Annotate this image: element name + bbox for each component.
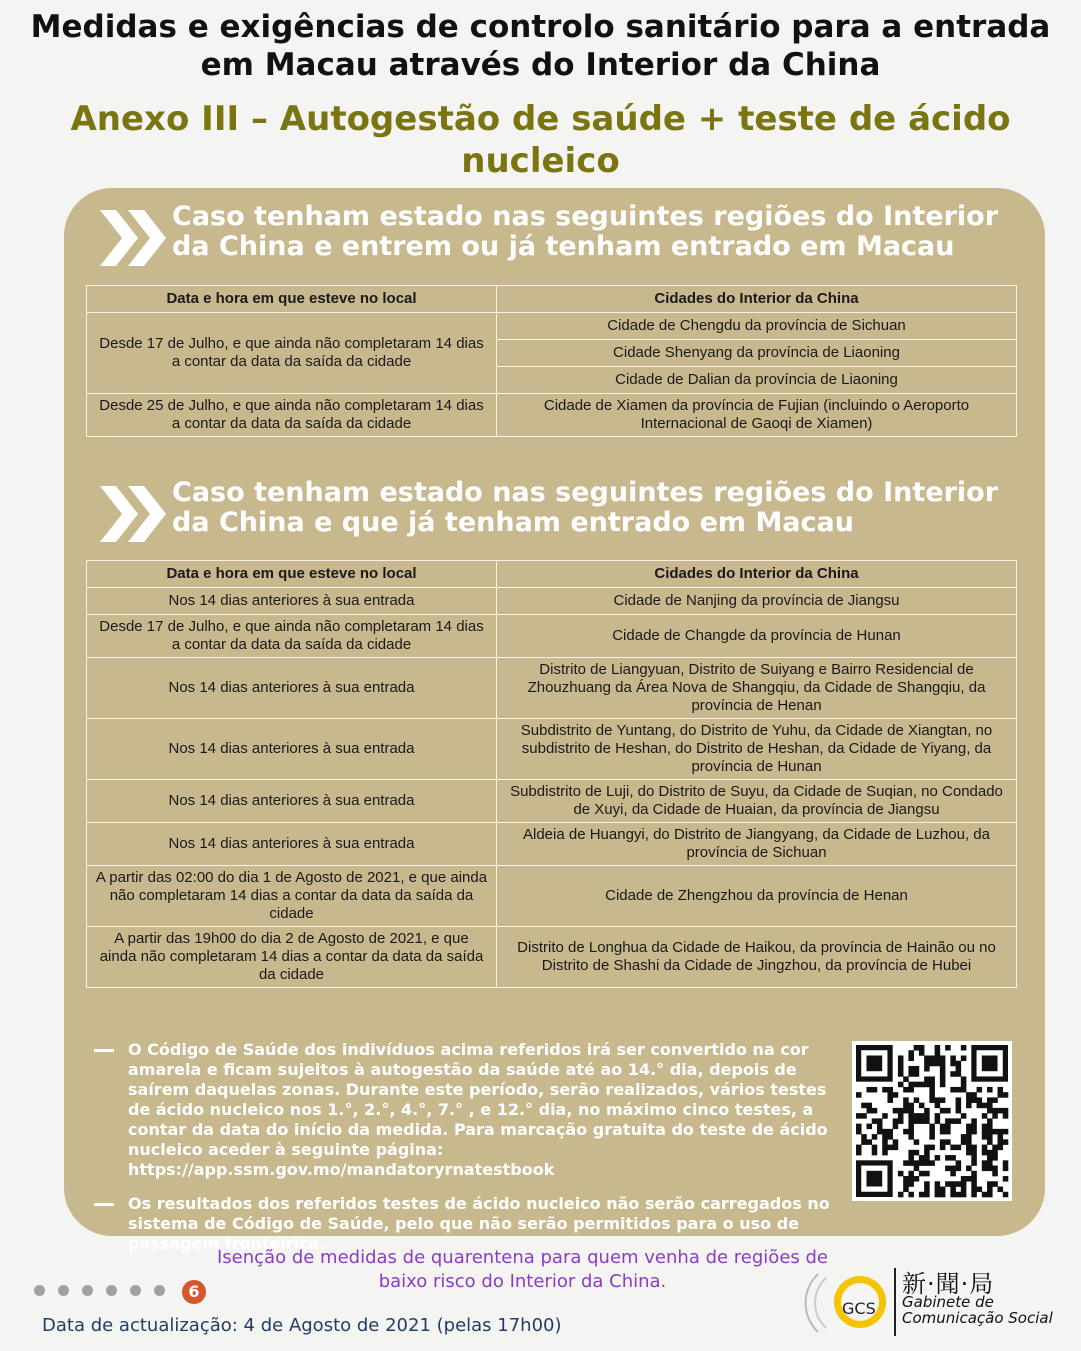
page-dot <box>82 1285 93 1296</box>
logo-divider <box>894 1268 896 1336</box>
date-cell: Desde 17 de Julho, e que ainda não completaram 14 dias a contar da data da saída da cidade <box>87 615 497 658</box>
note-item <box>94 1040 854 1180</box>
table-row <box>87 780 1017 823</box>
city-cell: Cidade Shenyang da província de Liaoning <box>497 340 1017 367</box>
table-header-row <box>87 286 1017 313</box>
column-header: Data e hora em que esteve no local <box>87 286 497 313</box>
page-number-badge: 6 <box>182 1280 206 1304</box>
qr-code[interactable] <box>852 1041 1012 1201</box>
logo-name: Gabinete de Comunicação Social <box>902 1293 1053 1327</box>
city-cell: Distrito de Longhua da Cidade de Haikou, da província de Hainão ou no Distrito de Shashi da Cidade de Jingzhou, da província de Hubei <box>497 927 1017 988</box>
date-cell: Nos 14 dias anteriores à sua entrada <box>87 823 497 866</box>
svg-text:GCS: GCS <box>842 1299 876 1318</box>
section2-table <box>86 560 1017 988</box>
city-cell: Cidade de Dalian da província de Liaoning <box>497 367 1017 394</box>
page-dot <box>106 1285 117 1296</box>
page-dot <box>154 1285 165 1296</box>
city-cell: Distrito de Liangyuan, Distrito de Suiyang e Bairro Residencial de Zhouzhuang da Área Nova de Shangqiu, da Cidade de Shangqiu, da província de Henan <box>497 658 1017 719</box>
logo-chinese: 新·聞·局 <box>902 1270 995 1298</box>
table-row <box>87 658 1017 719</box>
city-cell: Aldeia de Huangyi, do Distrito de Jiangyang, da Cidade de Luzhou, da província de Sichuan <box>497 823 1017 866</box>
date-cell: Nos 14 dias anteriores à sua entrada <box>87 719 497 780</box>
page-subtitle: Anexo III – Autogestão de saúde + teste de ácido nucleico <box>70 99 1011 181</box>
notes <box>94 1040 854 1268</box>
section2-title: Caso tenham estado nas seguintes regiões do Interior da China e que já tenham entrado em Macau <box>172 477 999 538</box>
note-item <box>94 1194 854 1254</box>
city-cell: Cidade de Changde da província de Hunan <box>497 615 1017 658</box>
table-row <box>87 866 1017 927</box>
gcs-logo <box>798 1262 1073 1342</box>
column-header: Cidades do Interior da China <box>497 561 1017 588</box>
chevron-right-double-icon <box>100 210 166 266</box>
date-cell: Nos 14 dias anteriores à sua entrada <box>87 588 497 615</box>
table-row <box>87 588 1017 615</box>
city-cell: Cidade de Nanjing da província de Jiangsu <box>497 588 1017 615</box>
note-text: O Código de Saúde dos indivíduos acima referidos irá ser convertido na cor amarela e ficam sujeitos à autogestão da saúde até ao 14.° dia, depois de saírem daquelas zonas. Durante este período, serão realizados, vários testes de ácido nucleico nos 1.°, 2.°, 4.°, 7.° , e 12.° dia, no máximo cinco testes, a contar da data do início da medida. Para marcação gratuita do teste de ácido nucleico aceder à seguinte página: https://app.ssm.gov.mo/mandatoryrnatestbook <box>128 1040 828 1179</box>
dash-bullet-icon <box>94 1049 114 1052</box>
city-cell: Cidade de Zhengzhou da província de Henan <box>497 866 1017 927</box>
date-cell: Nos 14 dias anteriores à sua entrada <box>87 658 497 719</box>
page-title: Medidas e exigências de controlo sanitário para a entrada em Macau através do Interior da China <box>30 9 1051 83</box>
note-text: Os resultados dos referidos testes de ácido nucleico não serão carregados no sistema de Código de Saúde, pelo que não serão permitidos para o uso de passagem fronteiriça. <box>128 1194 830 1253</box>
qr-code-icon <box>852 1041 1012 1201</box>
table-header-row <box>87 561 1017 588</box>
section1-table <box>86 285 1017 437</box>
gcs-logo-icon <box>798 1262 898 1342</box>
date-cell: A partir das 02:00 do dia 1 de Agosto de 2021, e que ainda não completaram 14 dias a contar da data da saída da cidade <box>87 866 497 927</box>
city-cell: Subdistrito de Yuntang, do Distrito de Yuhu, da Cidade de Xiangtan, no subdistrito de Heshan, do Distrito de Heshan, da Cidade de Yiyang, da província de Hunan <box>497 719 1017 780</box>
page-dot <box>130 1285 141 1296</box>
section1-title: Caso tenham estado nas seguintes regiões do Interior da China e entrem ou já tenham entrado em Macau <box>172 201 999 262</box>
table-row <box>87 394 1017 437</box>
city-cell: Cidade de Xiamen da província de Fujian (incluindo o Aeroporto Internacional de Gaoqi de Xiamen) <box>497 394 1017 437</box>
table-row <box>87 823 1017 866</box>
table-row <box>87 927 1017 988</box>
column-header: Cidades do Interior da China <box>497 286 1017 313</box>
exemption-note: Isenção de medidas de quarentena para quem venha de regiões de baixo risco do Interior da China. <box>217 1247 828 1292</box>
city-cell: Subdistrito de Luji, do Distrito de Suyu, da Cidade de Suqian, no Condado de Xuyi, da Cidade de Huaian, da província de Jiangsu <box>497 780 1017 823</box>
date-cell: Desde 25 de Julho, e que ainda não completaram 14 dias a contar da data da saída da cidade <box>87 394 497 437</box>
chevron-right-double-icon <box>100 486 166 542</box>
date-cell: Desde 17 de Julho, e que ainda não completaram 14 dias a contar da data da saída da cidade <box>87 313 497 394</box>
page-dot <box>34 1285 45 1296</box>
date-cell: Nos 14 dias anteriores à sua entrada <box>87 780 497 823</box>
page-dot <box>58 1285 69 1296</box>
dash-bullet-icon <box>94 1203 114 1206</box>
table-row <box>87 313 1017 340</box>
table-row <box>87 615 1017 658</box>
date-cell: A partir das 19h00 do dia 2 de Agosto de 2021, e que ainda não completaram 14 dias a contar da data da saída da cidade <box>87 927 497 988</box>
column-header: Data e hora em que esteve no local <box>87 561 497 588</box>
update-date: Data de actualização: 4 de Agosto de 2021 (pelas 17h00) <box>42 1315 562 1336</box>
table-row <box>87 719 1017 780</box>
city-cell: Cidade de Chengdu da província de Sichuan <box>497 313 1017 340</box>
